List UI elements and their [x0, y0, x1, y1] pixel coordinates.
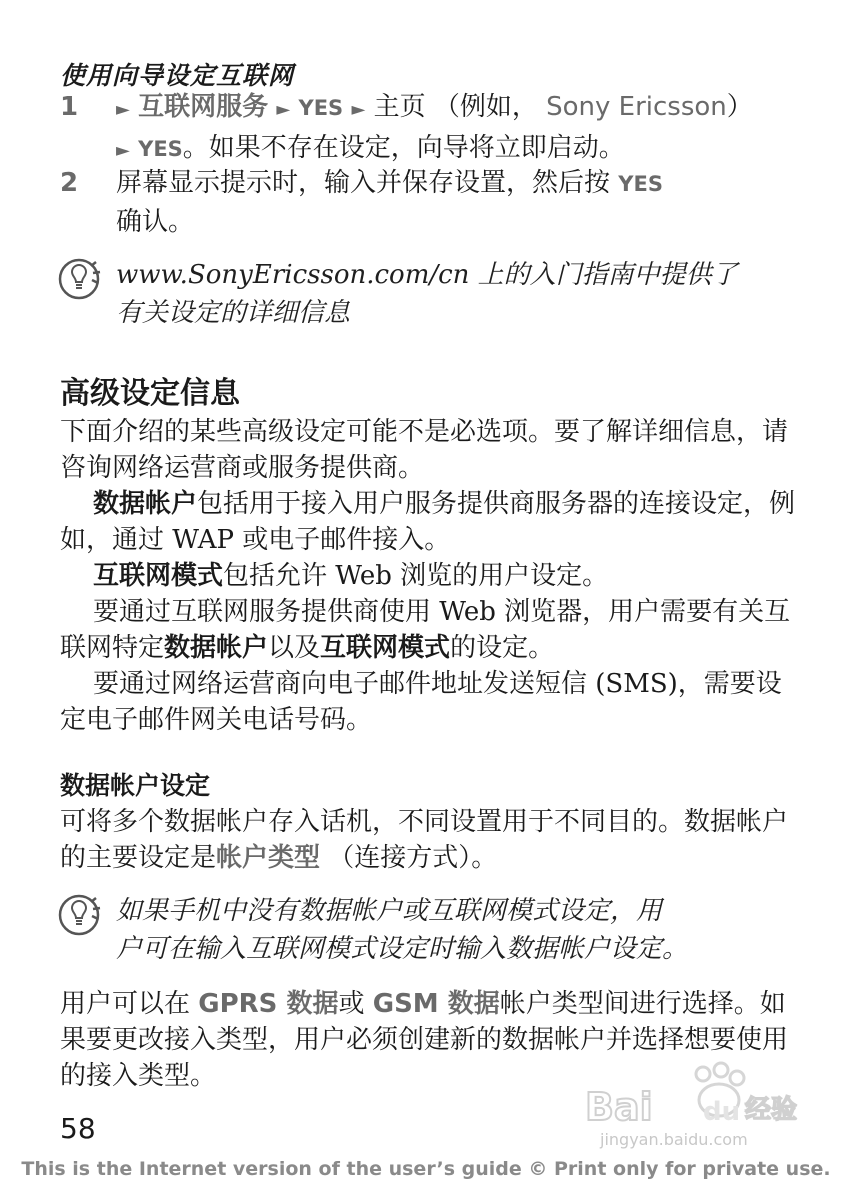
menu-gprs-data: GPRS 数据 [198, 989, 339, 1019]
paragraph-text: 用户可以在 [60, 989, 199, 1019]
page-number: 58 [60, 1112, 96, 1145]
paragraph: 要通过网络运营商向电子邮件地址发送短信 (SMS)，需要设定电子邮件网关电话号码。 [60, 669, 782, 735]
paragraph [60, 558, 800, 594]
section-heading-wizard: 使用向导设定互联网 [60, 61, 295, 90]
step-number: 1 [60, 92, 79, 122]
paragraph-text: 包括用于接入用户服务提供商服务器的连接设定，例如，通过 WAP 或电子邮件接入。 [60, 489, 796, 555]
term-internet-profile: 互联网模式 [320, 633, 451, 663]
footer-notice: This is the Internet version of the user’s guide © Print only for private use. [21, 1158, 831, 1180]
paragraph-text: 包括允许 Web 浏览的用户设定。 [223, 561, 609, 591]
paragraph-text: （连接方式）。 [320, 843, 498, 873]
arrow-right-icon: ► [276, 99, 291, 120]
tip-line: www.SonyEricsson.com/cn 上的入门指南中提供了 [116, 260, 738, 290]
tip-text [116, 892, 798, 968]
paragraph-text: 以及 [268, 633, 321, 663]
step-1 [60, 88, 820, 170]
brand-name: Sony Ericsson [546, 92, 727, 122]
menu-internet-services: 互联网服务 [138, 92, 269, 122]
svg-text:du: du [703, 1097, 741, 1127]
section-title-advanced: 高级设定信息 [60, 376, 240, 411]
section-title-data-accounts: 数据帐户设定 [60, 771, 211, 800]
tip-bulb-icon [58, 256, 104, 302]
step-body [116, 164, 820, 241]
paragraph [60, 804, 800, 876]
arrow-right-icon: ► [116, 99, 130, 120]
paragraph [60, 594, 800, 666]
watermark-url: jingyan.baidu.com [600, 1130, 748, 1149]
tip-box [58, 256, 798, 332]
paragraph-text: 可将多个数据帐户存入话机，不同设置用于不同目的。数据帐户的主要设定是 [60, 807, 789, 873]
step-text: ） [726, 92, 753, 122]
paragraph-text: 或 [338, 989, 373, 1019]
paragraph-text: 帐户类型间进行选择。如果要更改接入类型，用户必须创建新的数据帐户并选择想要使用的接入类型。 [60, 989, 789, 1091]
paragraph: 下面介绍的某些高级设定可能不是必选项。要了解详细信息，请咨询网络运营商或服务提供商。 [60, 417, 789, 483]
paragraph-text: 要通过互联网服务提供商使用 Web 浏览器，用户需要有关互联网特定 [60, 597, 791, 663]
svg-text:Bai: Bai [585, 1085, 653, 1129]
step-text: 主页 （例如， [373, 92, 538, 122]
tip-line: 有关设定的详细信息 [116, 298, 351, 328]
tip-text [116, 256, 798, 332]
step-body [116, 88, 820, 170]
step-text: 。如果不存在设定，向导将立即启动。 [182, 133, 625, 163]
menu-yes: YES [138, 137, 183, 161]
arrow-right-icon: ► [351, 99, 366, 120]
tip-bulb-icon [58, 892, 104, 938]
menu-account-type: 帐户类型 [216, 843, 321, 873]
svg-text:经验: 经验 [745, 1095, 798, 1125]
term-internet-profile: 互联网模式 [93, 561, 224, 591]
tip-line: 如果手机中没有数据帐户或互联网模式设定，用 [116, 896, 663, 926]
menu-gsm-data: GSM 数据 [372, 989, 500, 1019]
tip-line: 户可在输入互联网模式设定时输入数据帐户设定。 [116, 934, 689, 964]
step-2 [60, 164, 820, 241]
paragraph [60, 486, 800, 558]
term-data-account: 数据帐户 [164, 633, 269, 663]
paragraph-text: 的设定。 [450, 633, 555, 663]
menu-yes: YES [298, 96, 344, 120]
step-text: 屏幕显示提示时，输入并保存设置，然后按 [116, 168, 611, 198]
step-number: 2 [60, 168, 79, 198]
arrow-right-icon: ► [116, 140, 130, 161]
tip-box [58, 892, 798, 968]
step-text: 确认。 [116, 207, 195, 237]
menu-yes: YES [618, 172, 663, 196]
term-data-account: 数据帐户 [93, 489, 198, 519]
